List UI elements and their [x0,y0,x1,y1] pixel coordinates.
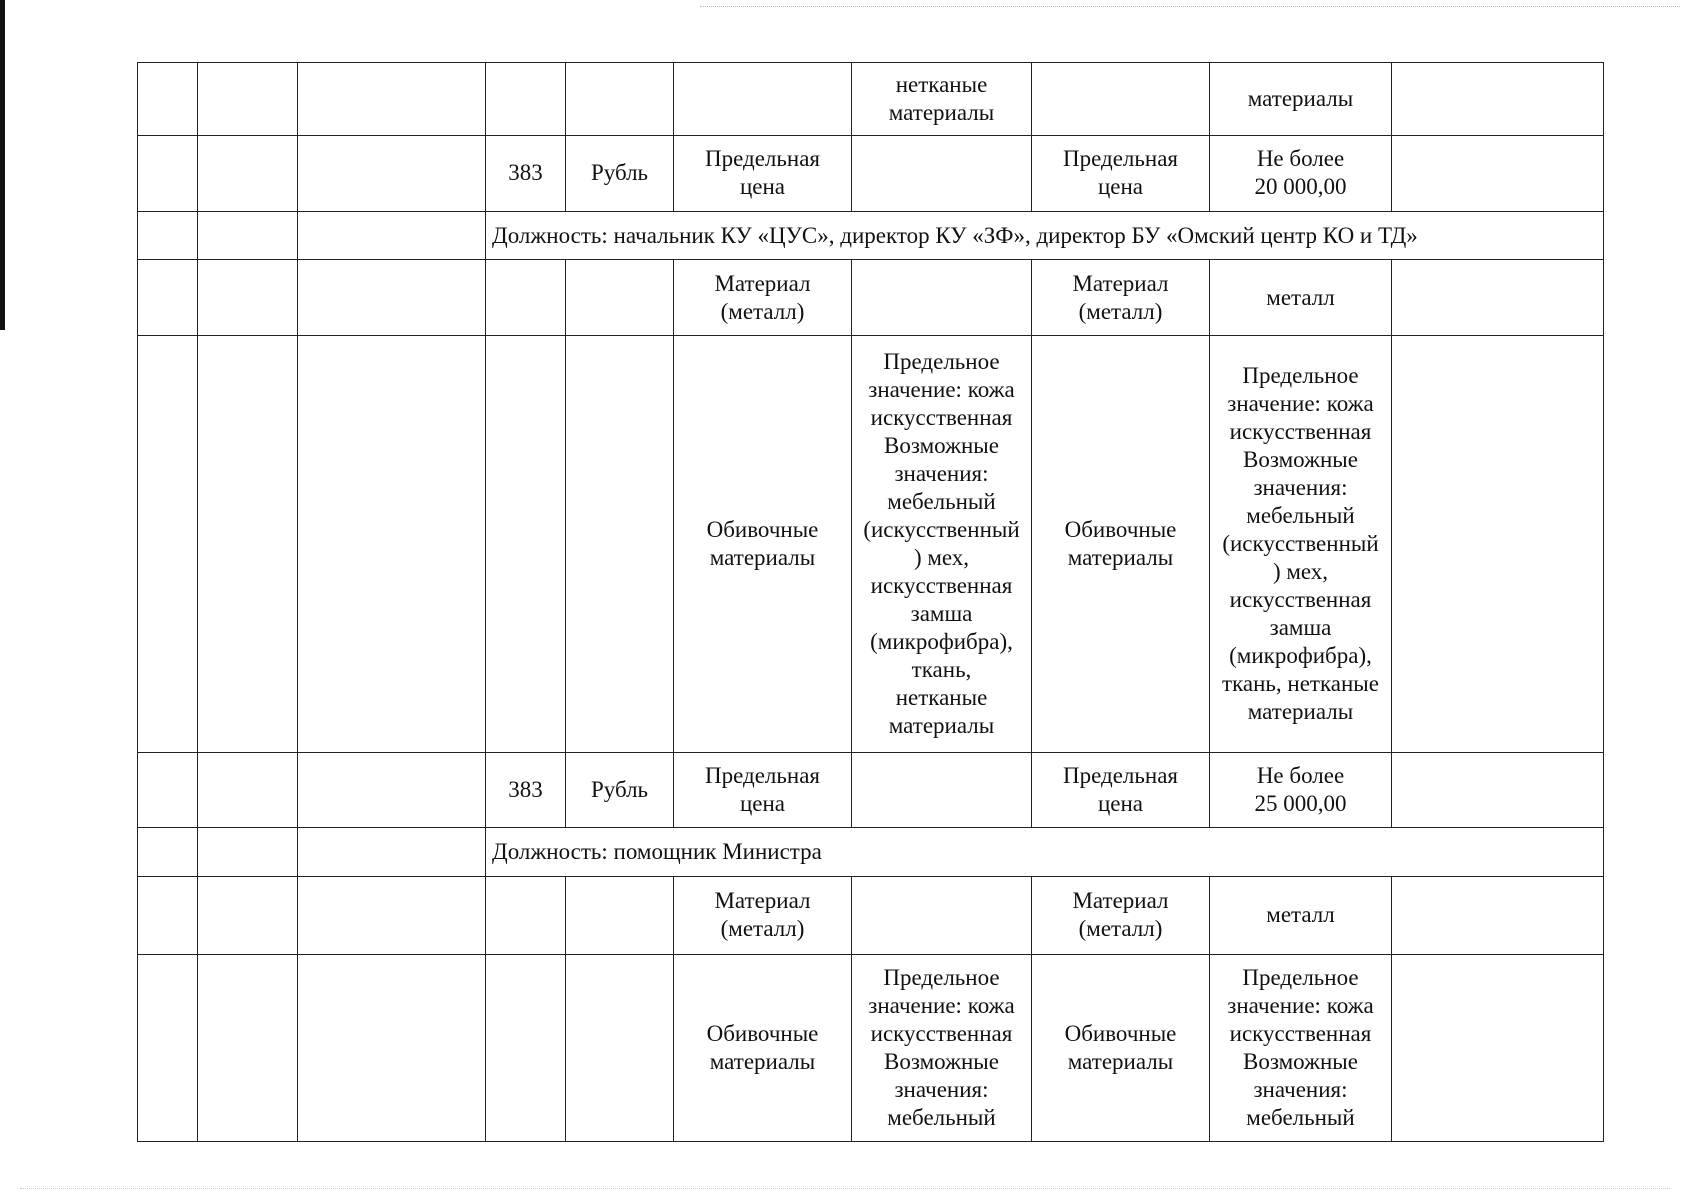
cell-extra [1392,753,1604,828]
cell-unit [566,954,674,1141]
cell-value [852,260,1032,335]
table-row [138,954,1604,1141]
cell-name [298,877,486,954]
table-row [138,211,1604,260]
cell-characteristic-approved: Обивочные материалы [1032,335,1210,752]
cell-extra [1392,877,1604,954]
table-row [138,63,1604,136]
position-heading: Должность: начальник КУ «ЦУС», директор КУ «ЗФ», директор БУ «Омский центр КО и ТД» [486,211,1604,260]
cell-okpd [198,335,298,752]
table-row [138,335,1604,752]
cell-characteristic: Обивочные материалы [674,954,852,1141]
cell-num [138,211,198,260]
scan-left-edge [0,0,5,330]
cell-value: Предельное значение: кожа искусственная Возможные значения: мебельный [852,954,1032,1141]
cell-num [138,63,198,136]
table-row [138,260,1604,335]
cell-value [852,753,1032,828]
cell-extra [1392,63,1604,136]
cell-characteristic [674,63,852,136]
cell-value [852,136,1032,211]
cell-value-approved: металл [1210,877,1392,954]
cell-okpd [198,753,298,828]
cell-extra [1392,136,1604,211]
cell-okpd [198,136,298,211]
cell-okpd [198,260,298,335]
cell-characteristic-approved: Материал (металл) [1032,260,1210,335]
cell-value-approved: Предельное значение: кожа искусственная Возможные значения: мебельный [1210,954,1392,1141]
position-heading: Должность: помощник Министра [486,828,1604,877]
cell-characteristic: Предельная цена [674,136,852,211]
cell-name [298,753,486,828]
cell-unit [566,260,674,335]
cell-okpd [198,63,298,136]
cell-name [298,63,486,136]
cell-code [486,954,566,1141]
cell-characteristic-approved: Материал (металл) [1032,877,1210,954]
cell-okpd [198,877,298,954]
cell-value-approved: Предельное значение: кожа искусственная Возможные значения: мебельный (искусственный ) мех, искусственная замша (микрофибра), ткань, нетканые материалы [1210,335,1392,752]
cell-value [852,877,1032,954]
cell-num [138,260,198,335]
cell-name [298,954,486,1141]
cell-unit: Рубль [566,753,674,828]
cell-name [298,828,486,877]
cell-name [298,260,486,335]
cell-okpd [198,211,298,260]
cell-okpd [198,954,298,1141]
cell-name [298,335,486,752]
cell-code [486,63,566,136]
table-row [138,877,1604,954]
cell-characteristic: Обивочные материалы [674,335,852,752]
cell-value: нетканые материалы [852,63,1032,136]
cell-value: Предельное значение: кожа искусственная Возможные значения: мебельный (искусственный ) мех, искусственная замша (микрофибра), ткань, нетканые материалы [852,335,1032,752]
requirements-table [137,62,1604,1142]
cell-extra [1392,335,1604,752]
cell-num [138,136,198,211]
cell-num [138,335,198,752]
cell-code [486,260,566,335]
cell-characteristic-approved [1032,63,1210,136]
cell-characteristic-approved: Предельная цена [1032,753,1210,828]
scan-noise-bottom [20,1188,1670,1190]
cell-okpd [198,828,298,877]
cell-code [486,877,566,954]
cell-value-approved: металл [1210,260,1392,335]
table-row [138,136,1604,211]
cell-characteristic: Предельная цена [674,753,852,828]
cell-code: 383 [486,136,566,211]
cell-value-approved: Не более 25 000,00 [1210,753,1392,828]
cell-name [298,211,486,260]
cell-extra [1392,260,1604,335]
cell-num [138,828,198,877]
cell-value-approved: материалы [1210,63,1392,136]
cell-unit [566,63,674,136]
cell-characteristic: Материал (металл) [674,260,852,335]
table-row [138,753,1604,828]
cell-num [138,753,198,828]
cell-value-approved: Не более 20 000,00 [1210,136,1392,211]
cell-unit [566,877,674,954]
cell-characteristic: Материал (металл) [674,877,852,954]
cell-code [486,335,566,752]
cell-name [298,136,486,211]
table-row [138,828,1604,877]
cell-num [138,877,198,954]
cell-characteristic-approved: Обивочные материалы [1032,954,1210,1141]
cell-code: 383 [486,753,566,828]
scan-noise-top [700,6,1680,8]
cell-unit: Рубль [566,136,674,211]
cell-num [138,954,198,1141]
cell-characteristic-approved: Предельная цена [1032,136,1210,211]
cell-extra [1392,954,1604,1141]
cell-unit [566,335,674,752]
